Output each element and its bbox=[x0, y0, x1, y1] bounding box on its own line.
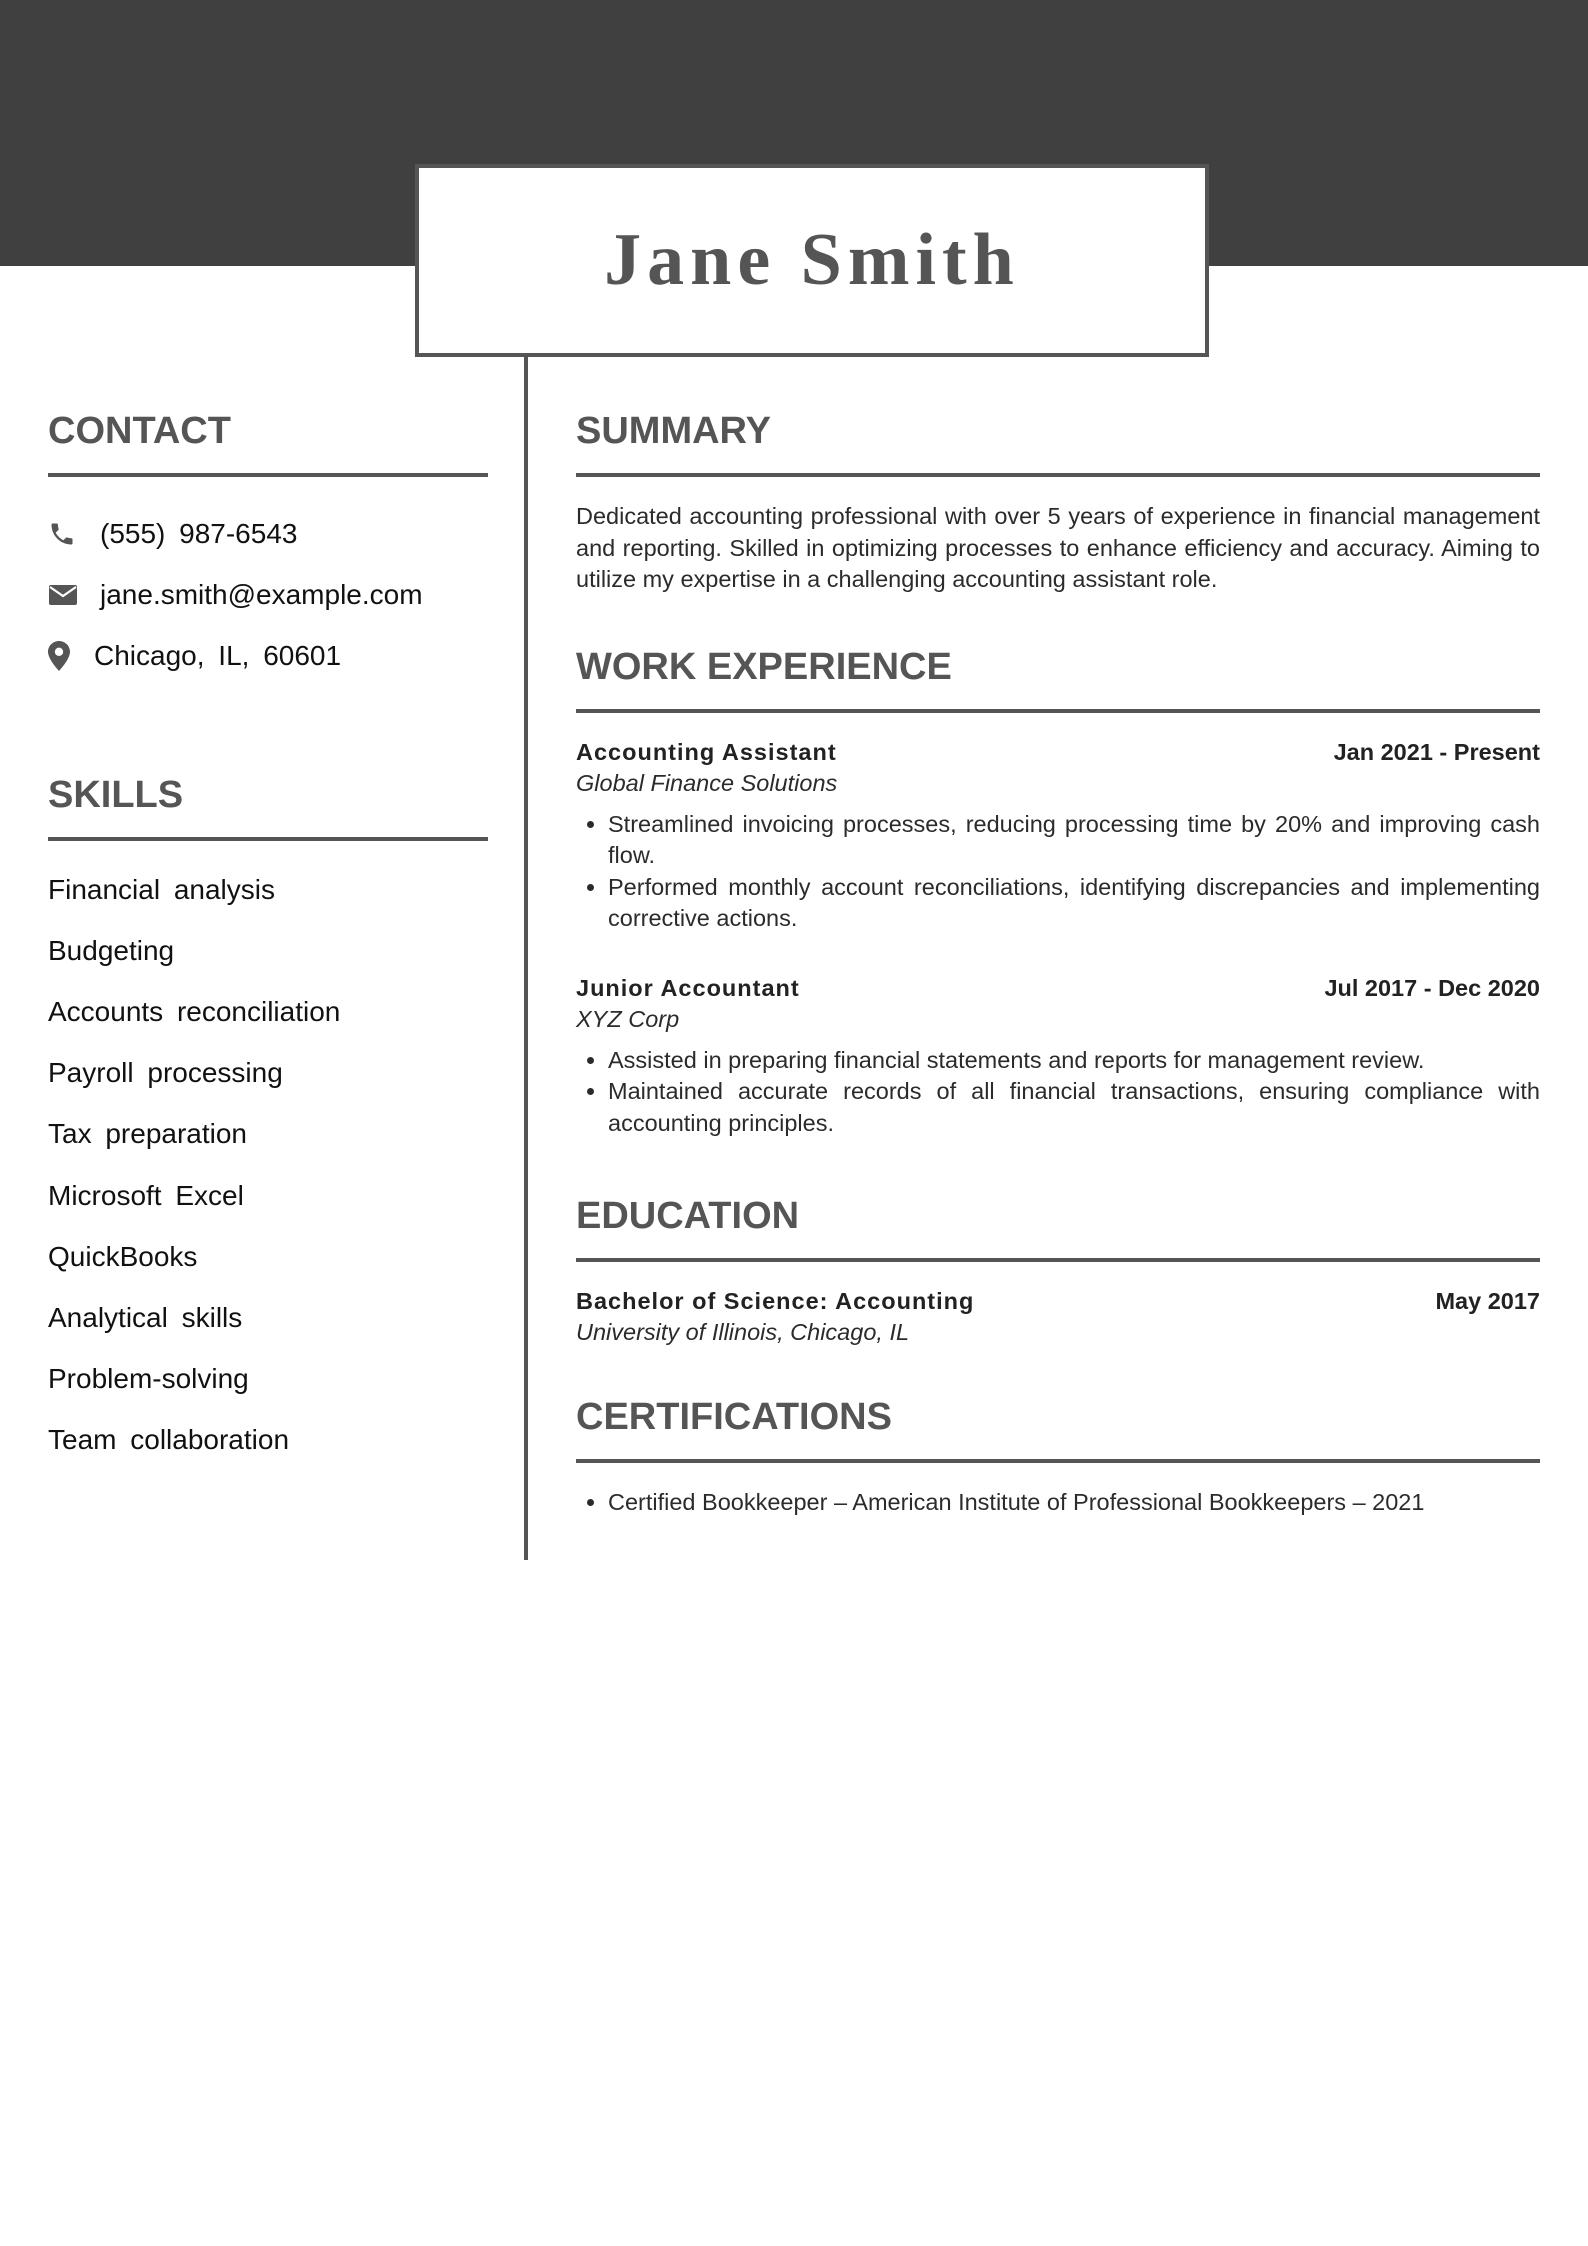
job-bullet: • Performed monthly account reconciliations, identifying discrepancies and implementing corrective actions. bbox=[608, 872, 1540, 935]
skill-item: Tax preparation bbox=[48, 1118, 248, 1150]
certifications-heading: CERTIFICATIONS bbox=[576, 1396, 1540, 1463]
certification-item: • Certified Bookkeeper – American Institute of Professional Bookkeepers – 2021 bbox=[608, 1487, 1540, 1519]
contact-list bbox=[48, 503, 488, 686]
skill-item: Team collaboration bbox=[48, 1424, 290, 1456]
skills-heading: SKILLS bbox=[48, 774, 488, 841]
job-bullets bbox=[576, 1045, 1540, 1140]
certifications-section bbox=[576, 1396, 1540, 1519]
envelope-icon bbox=[48, 583, 100, 607]
work-section bbox=[576, 646, 1540, 1140]
contact-section bbox=[48, 410, 488, 686]
name-box bbox=[415, 164, 1209, 357]
job-company: XYZ Corp bbox=[576, 1005, 680, 1032]
job-entry bbox=[576, 739, 1540, 935]
job-bullet: • Streamlined invoicing processes, reducing processing time by 20% and improving cash flow. bbox=[608, 809, 1540, 872]
education-section bbox=[576, 1195, 1540, 1346]
work-heading: WORK EXPERIENCE bbox=[576, 646, 1540, 713]
skill-item: Microsoft Excel bbox=[48, 1179, 244, 1211]
location-text: Chicago, IL, 60601 bbox=[94, 639, 342, 671]
skill-item: Financial analysis bbox=[48, 873, 275, 905]
job-entry bbox=[576, 975, 1540, 1140]
phone-icon bbox=[48, 520, 100, 548]
summary-text: Dedicated accounting professional with over 5 years of experience in financial management and reporting. Skilled in optimizing processes to enhance efficiency and accuracy. Aiming to utilize my expertise in a challenging accounting assistant role. bbox=[576, 503, 1540, 592]
certification-list bbox=[576, 1487, 1540, 1519]
phone-text: (555) 987-6543 bbox=[100, 517, 298, 549]
email-text: jane.smith@example.com bbox=[100, 578, 423, 610]
job-title: Accounting Assistant bbox=[576, 738, 837, 765]
candidate-name: Jane Smith bbox=[604, 219, 1020, 301]
contact-phone bbox=[48, 503, 488, 564]
skills-list bbox=[48, 859, 488, 1471]
map-pin-icon bbox=[48, 641, 94, 671]
job-dates: Jan 2021 - Present bbox=[1333, 738, 1540, 765]
job-company: Global Finance Solutions bbox=[576, 769, 838, 796]
education-entry bbox=[576, 1288, 1540, 1346]
skill-item: QuickBooks bbox=[48, 1240, 198, 1272]
job-bullets bbox=[576, 809, 1540, 935]
skill-item: Analytical skills bbox=[48, 1301, 243, 1333]
contact-location bbox=[48, 625, 488, 686]
degree: Bachelor of Science: Accounting bbox=[576, 1288, 975, 1314]
contact-email bbox=[48, 564, 488, 625]
job-bullet: • Assisted in preparing financial statements and reports for management review. bbox=[608, 1045, 1540, 1077]
right-column bbox=[576, 410, 1540, 1569]
skill-item: Payroll processing bbox=[48, 1057, 283, 1089]
skills-section bbox=[48, 774, 488, 1471]
skill-item: Accounts reconciliation bbox=[48, 995, 341, 1027]
job-bullet: • Maintained accurate records of all financial transactions, ensuring compliance with accounting principles. bbox=[608, 1076, 1540, 1139]
summary-section bbox=[576, 410, 1540, 596]
education-date: May 2017 bbox=[1435, 1288, 1540, 1314]
job-dates: Jul 2017 - Dec 2020 bbox=[1324, 974, 1540, 1001]
job-title: Junior Accountant bbox=[576, 974, 800, 1001]
education-heading: EDUCATION bbox=[576, 1195, 1540, 1262]
column-divider bbox=[524, 357, 528, 1560]
contact-heading: CONTACT bbox=[48, 410, 488, 477]
left-column bbox=[48, 410, 488, 1471]
skill-item: Problem-solving bbox=[48, 1363, 249, 1395]
summary-heading: SUMMARY bbox=[576, 410, 1540, 477]
skill-item: Budgeting bbox=[48, 934, 175, 966]
school: University of Illinois, Chicago, IL bbox=[576, 1319, 910, 1345]
